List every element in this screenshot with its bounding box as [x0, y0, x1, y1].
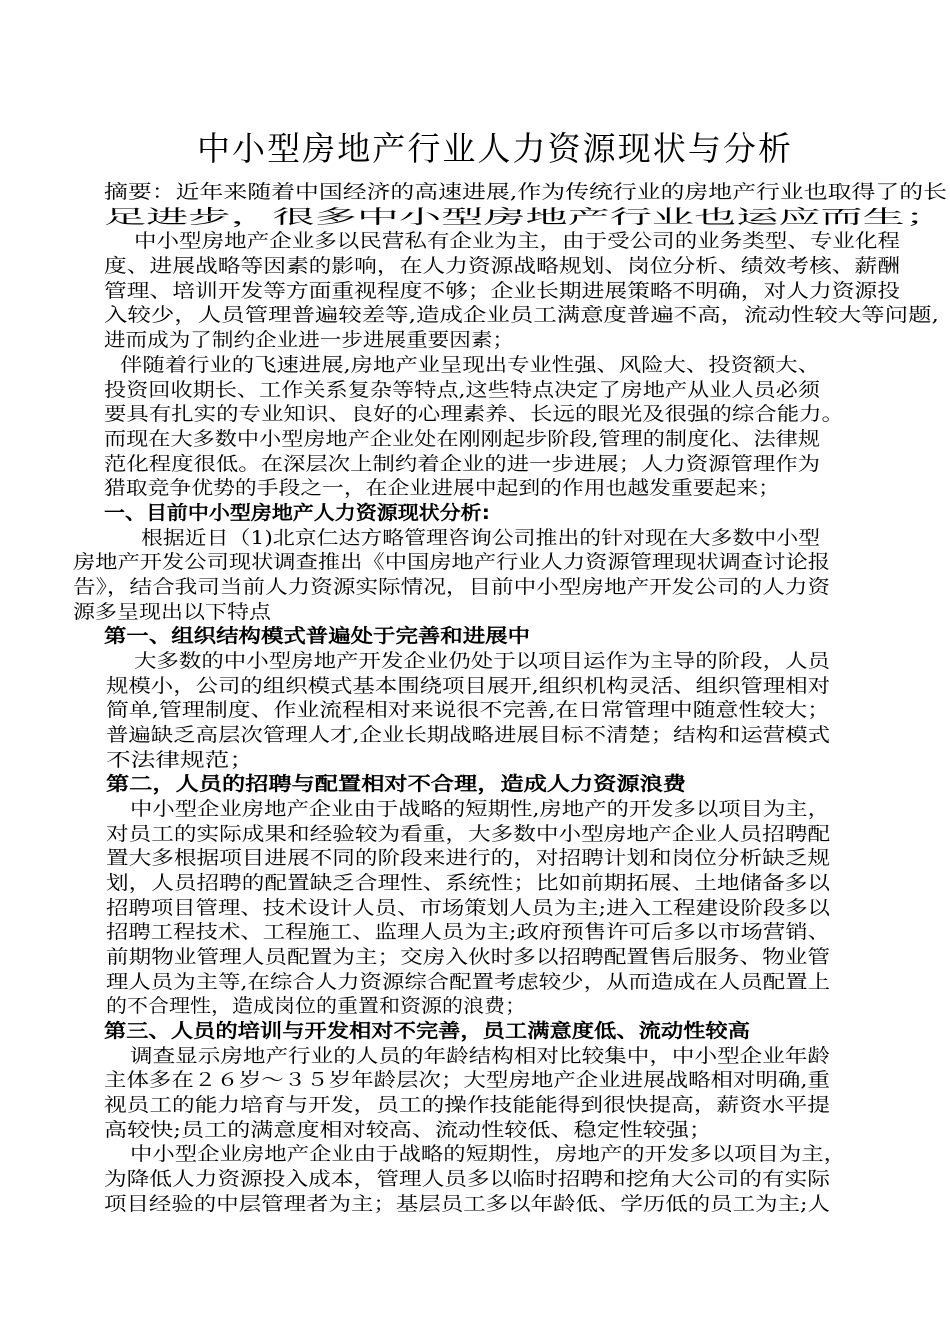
body-text-line: 而现在大多数中小型房地产企业处在刚刚起步阶段,管理的制度化、法律规 [104, 428, 821, 450]
body-text-line: 管理、培训开发等方面重视程度不够；企业长期进展策略不明确，对人力资源投 [104, 280, 900, 302]
body-text-line: 摘要：近年来随着中国经济的高速进展,作为传统行业的房地产行业也取得了的长 [104, 181, 947, 203]
body-text-line: 大多数的中小型房地产开发企业仍处于以项目运作为主导的阶段，人员 [134, 650, 830, 672]
body-text-line: 规模小，公司的组织模式基本围绕项目展开,组织机构灵活、组织管理相对 [106, 675, 830, 697]
body-text-line: 简单,管理制度、作业流程相对来说很不完善,在日常管理中随意性较大； [106, 699, 830, 721]
body-text-line: 项目经验的中层管理者为主；基层员工多以年龄低、学历低的员工为主;人 [104, 1193, 830, 1215]
body-text-line: 中小型企业房地产企业由于战略的短期性，房地产的开发多以项目为主， [130, 1143, 846, 1165]
body-text-line: 投资回收期长、工作关系复杂等特点,这些特点决定了房地产从业人员必须 [104, 379, 821, 401]
body-text-line: 对员工的实际成果和经验较为看重，大多数中小型房地产企业人员招聘配 [106, 823, 830, 845]
section-heading: 第三、人员的培训与开发相对不完善，员工满意度低、流动性较高 [104, 1020, 750, 1042]
section-heading: 第二，人员的招聘与配置相对不合理，造成人力资源浪费 [106, 773, 686, 795]
body-text-line: 置大多根据项目进展不同的阶段来进行的，对招聘计划和岗位分析缺乏规 [106, 847, 830, 869]
body-text-line: 告》，结合我司当前人力资源实际情况，目前中小型房地产开发公司的人力资 [73, 576, 830, 598]
body-text-line: 入较少，人员管理普遍较差等,造成企业员工满意度普遍不高，流动性较大等问题, [104, 304, 939, 326]
body-text-line: 源多呈现出以下特点 [73, 601, 271, 623]
body-text-line: 普遍缺乏高层次管理人才,企业长期战略进展目标不清楚；结构和运营模式 [106, 724, 830, 746]
body-text-line: 房地产开发公司现状调查推出《中国房地产行业人力资源管理现状调查讨论报 [73, 551, 830, 573]
body-text-line: 范化程度很低。在深层次上制约着企业的进一步进展；人力资源管理作为 [104, 453, 820, 475]
body-text-line: 足进步，很多中小型房地产行业也运应而生； [104, 206, 947, 228]
body-text-line: 为降低人力资源投入成本，管理人员多以临时招聘和挖角大公司的有实际 [104, 1168, 830, 1190]
section-heading: 一、目前中小型房地产人力资源现状分析: [104, 502, 490, 524]
body-text-line: 划，人员招聘的配置缺乏合理性、系统性；比如前期拓展、土地储备多以 [106, 872, 830, 894]
body-text-line: 调查显示房地产行业的人员的年龄结构相对比较集中，中小型企业年龄 [130, 1045, 830, 1067]
body-text-line: 猎取竞争优势的手段之一，在企业进展中起到的作用也越发重要起来； [104, 477, 780, 499]
body-text-line: 招聘工程技术、工程施工、监理人员为主;政府预售许可后多以市场营销、 [106, 921, 830, 943]
body-text-line: 主体多在２６岁～３５岁年龄层次；大型房地产企业进展战略相对明确,重 [104, 1069, 830, 1091]
body-text-line: 高较快;员工的满意度相对较高、流动性较低、稳定性较强； [104, 1119, 712, 1141]
section-heading: 第一、组织结构模式普遍处于完善和进展中 [104, 625, 530, 647]
body-text-line: 的不合理性，造成岗位的重置和资源的浪费； [106, 995, 526, 1017]
body-text-line: 理人员为主等,在综合人力资源综合配置考虑较少，从而造成在人员配置上 [106, 971, 830, 993]
body-text-line: 不法律规范； [106, 749, 254, 771]
body-text-line: 根据近日（1)北京仁达方略管理咨询公司推出的针对现在大多数中小型 [141, 527, 820, 549]
body-text-line: 中小型房地产企业多以民营私有企业为主，由于受公司的业务类型、专业化程 [134, 230, 900, 252]
body-text-line: 视员工的能力培育与开发，员工的操作技能能得到很快提高，薪资水平提 [104, 1094, 830, 1116]
body-text-line: 伴随着行业的飞速进展,房地产业呈现出专业性强、风险大、投资额大、 [120, 354, 820, 376]
document-title: 中小型房地产行业人力资源现状与分析 [196, 129, 794, 168]
body-text-line: 要具有扎实的专业知识、良好的心理素养、长远的眼光及很强的综合能力。 [104, 403, 844, 425]
body-text-line: 中小型企业房地产企业由于战略的短期性,房地产的开发多以项目为主， [130, 798, 830, 820]
body-text-line: 前期物业管理人员配置为主；交房入伙时多以招聘配置售后服务、物业管 [106, 946, 830, 968]
body-text-line: 度、进展战略等因素的影响，在人力资源战略规划、岗位分析、绩效考核、薪酬 [104, 255, 900, 277]
body-text-line: 招聘项目管理、技术设计人员、市场策划人员为主;进入工程建设阶段多以 [106, 897, 830, 919]
body-text-line: 进而成为了制约企业进一步进展重要因素； [104, 329, 514, 351]
